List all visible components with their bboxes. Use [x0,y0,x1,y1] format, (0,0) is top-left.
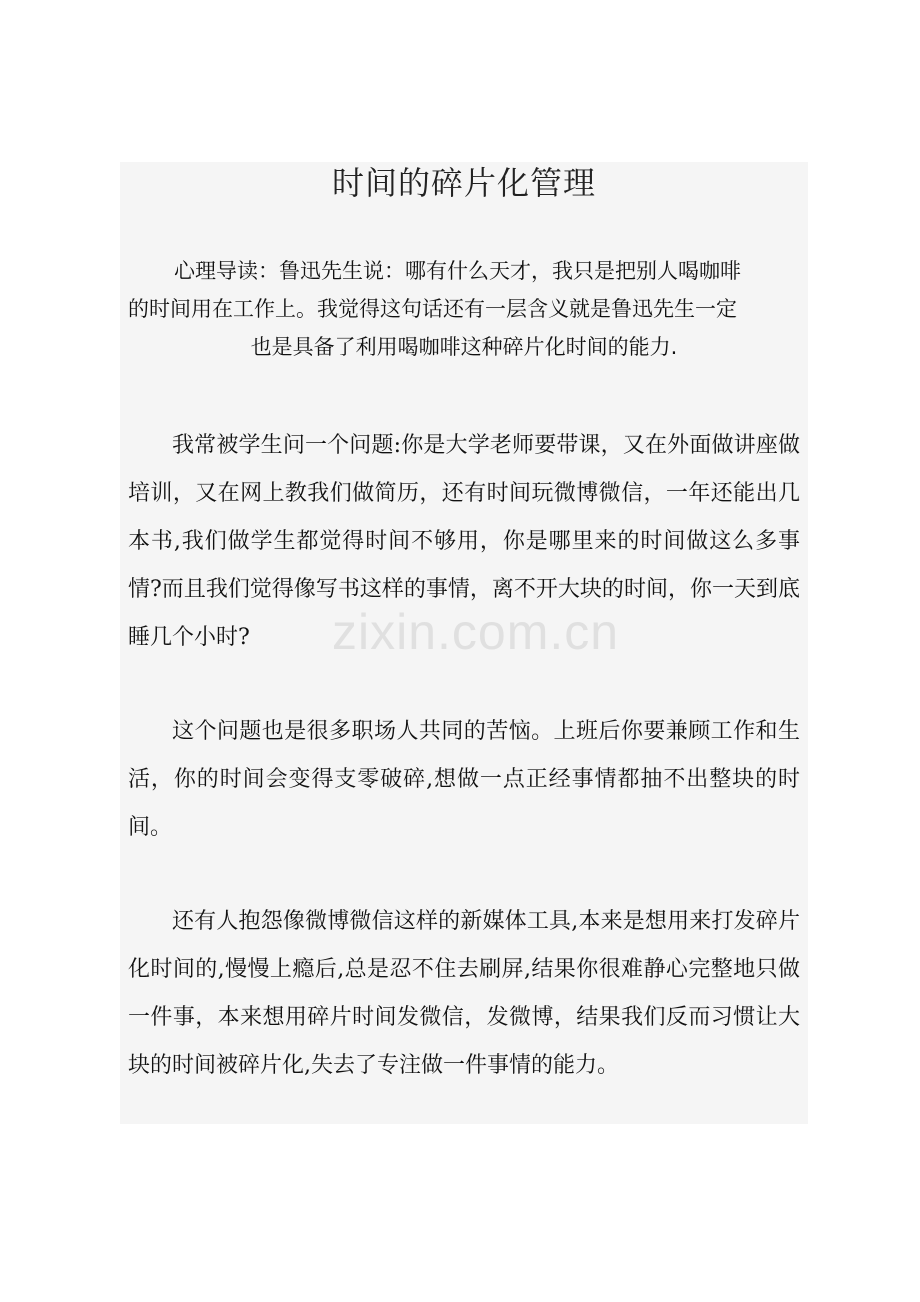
document-title: 时间的碎片化管理 [331,164,596,202]
intro-line: 也是具备了利用喝咖啡这种碎片化时间的能力. [250,335,678,359]
intro-line: 的时间用在工作上。我觉得这句话还有一层含义就是鲁迅先生一定 [128,297,737,321]
body-paragraph: 还有人抱怨像微博微信这样的新媒体工具,本来是想用来打发碎片化时间的,慢慢上瘾后,总是忍不住去刷屏,结果你很难静心完整地只做一件事，本来想用碎片时间发微信，发微博，结果我们反而习惯让大块的时间被碎片化,失去了专注做一件事情的能力。 [128,909,800,1078]
intro-line: 心理导读：鲁迅先生说：哪有什么天才，我只是把别人喝咖啡 [174,259,741,283]
body-paragraph: 我常被学生问一个问题:你是大学老师要带课，又在外面做讲座做培训，又在网上教我们做简历，还有时间玩微博微信，一年还能出几本书,我们做学生都觉得时间不够用，你是哪里来的时间做这么多事情?而且我们觉得像写书这样的事情，离不开大块的时间，你一天到底睡几个小时? [128,433,800,650]
watermark: zixin.com.cn [332,604,620,660]
intro-block [128,252,800,366]
document-page [120,162,808,1124]
body-paragraph: 这个问题也是很多职场人共同的苦恼。上班后你要兼顾工作和生活，你的时间会变得支零破碎,想做一点正经事情都抽不出整块的时间。 [128,719,800,840]
